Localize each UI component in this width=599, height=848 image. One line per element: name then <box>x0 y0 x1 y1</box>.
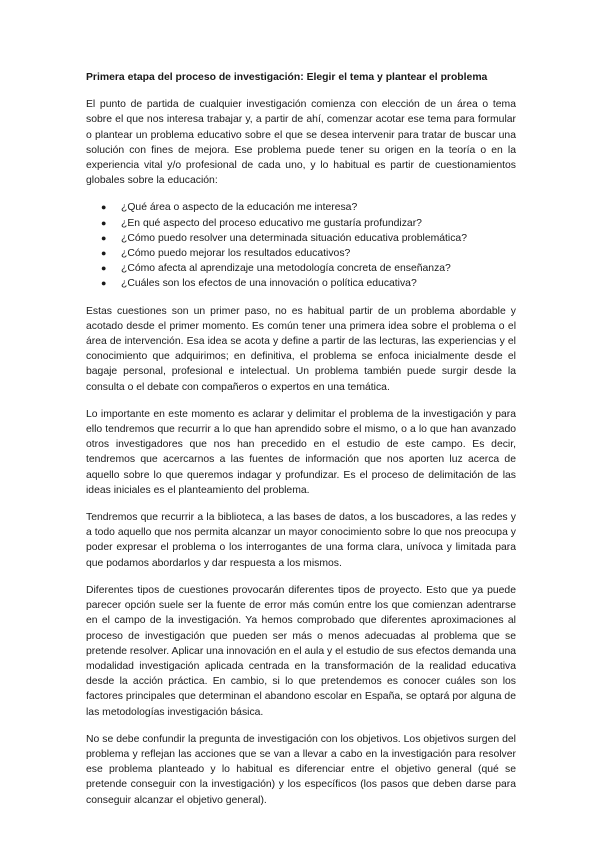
paragraph: Diferentes tipos de cuestiones provocarán diferentes tipos de proyecto. Esto que ya puede parecer opción suele ser la fuente de error más común entre los que comienzan adentrarse en el campo de la investigación. Ya hemos comprobado que diferentes aproximaciones al proceso de investigación que pueden ser más o menos adecuadas al problema que se pretende resolver. Aplicar una innovación en el aula y el estudio de sus efectos demanda una modalidad investigación aplicada centrada en la transformación de la realidad educativa desde la acción práctica. En cambio, si lo que pretendemos es conocer cuáles son los factores principales que determinan el abandono escolar en España, se optará por alguna de las metodologías investigación básica. <box>86 584 516 718</box>
section-title: Primera etapa del proceso de investigación: Elegir el tema y plantear el problema <box>86 72 488 83</box>
list-item-text: ¿Cómo puedo mejorar los resultados educativos? <box>121 248 351 260</box>
list-item-text: ¿Cómo puedo resolver una determinada situación educativa problemática? <box>121 232 467 244</box>
bullet-icon: ● <box>101 217 107 228</box>
paragraph: Lo importante en este momento es aclarar y delimitar el problema de la investigación y para ello tendremos que recurrir a lo que han aprendido sobre el mismo, o a lo que han avanzado otros investigadores que nos han precedido en el estudio de este campo. Es decir, tendremos que acercarnos a las fuentes de información que nos aporten luz acerca de aquello sobre lo que queremos indagar y profundizar. Es el proceso de delimitación de las ideas iniciales es el planteamiento del problema. <box>86 408 516 496</box>
list-item-text: ¿Cómo afecta al aprendizaje una metodología concreta de enseñanza? <box>121 263 451 275</box>
bullet-icon: ● <box>101 248 107 259</box>
paragraph: No se debe confundir la pregunta de investigación con los objetivos. Los objetivos surgen del problema y reflejan las acciones que se van a llevar a cabo en la investigación para resolver ese problema planteado y lo habitual es diferenciar entre el objetivo general (qué se pretende conseguir con la investigación) y los específicos (los pasos que deben darse para conseguir alcanzar el objetivo general). <box>86 733 516 806</box>
list-item <box>101 261 516 276</box>
list-item <box>101 231 516 246</box>
list-item <box>101 216 516 231</box>
list-item-text: ¿Qué área o aspecto de la educación me interesa? <box>121 202 358 214</box>
bullet-icon: ● <box>101 263 107 274</box>
document-body <box>86 70 516 820</box>
paragraph: Tendremos que recurrir a la biblioteca, a las bases de datos, a los buscadores, a las redes y a todo aquello que nos permita alcanzar un mayor conocimiento sobre lo que nos preocupa y poder expresar el problema o los interrogantes de una forma clara, unívoca y limitada para que podamos abordarlos y dar respuesta a los mismos. <box>86 512 516 569</box>
list-item <box>101 276 516 291</box>
list-item <box>101 200 516 215</box>
question-list <box>86 200 516 291</box>
bullet-icon: ● <box>101 202 107 213</box>
intro-paragraph: El punto de partida de cualquier investigación comienza con elección de un área o tema sobre el que nos interesa trabajar y, a partir de ahí, comenzar acotar ese tema para formular o plantear un problema educativo sobre el que se desea intervenir para tratar de buscar una solución con fines de mejora. Ese problema puede tener su origen en la teoría o en la experiencia vital y/o profesional de cada uno, y lo habitual es partir de cuestionamientos globales sobre la educación: <box>86 99 516 187</box>
list-item-text: ¿En qué aspecto del proceso educativo me gustaría profundizar? <box>121 217 422 229</box>
list-item-text: ¿Cuáles son los efectos de una innovación o política educativa? <box>121 278 417 290</box>
list-item <box>101 246 516 261</box>
bullet-icon: ● <box>101 278 107 289</box>
paragraph: Estas cuestiones son un primer paso, no es habitual partir de un problema abordable y acotado desde el primer momento. Es común tener una primera idea sobre el problema o el área de intervención. Esa idea se acota y define a partir de las lecturas, las experiencias y el conocimiento que adquirimos; en definitiva, el problema se enfoca inicialmente desde el bagaje personal, profesional e intelectual. Un problema también puede surgir desde la consulta o el debate con compañeros o expertos en una temática. <box>86 305 516 393</box>
bullet-icon: ● <box>101 232 107 243</box>
